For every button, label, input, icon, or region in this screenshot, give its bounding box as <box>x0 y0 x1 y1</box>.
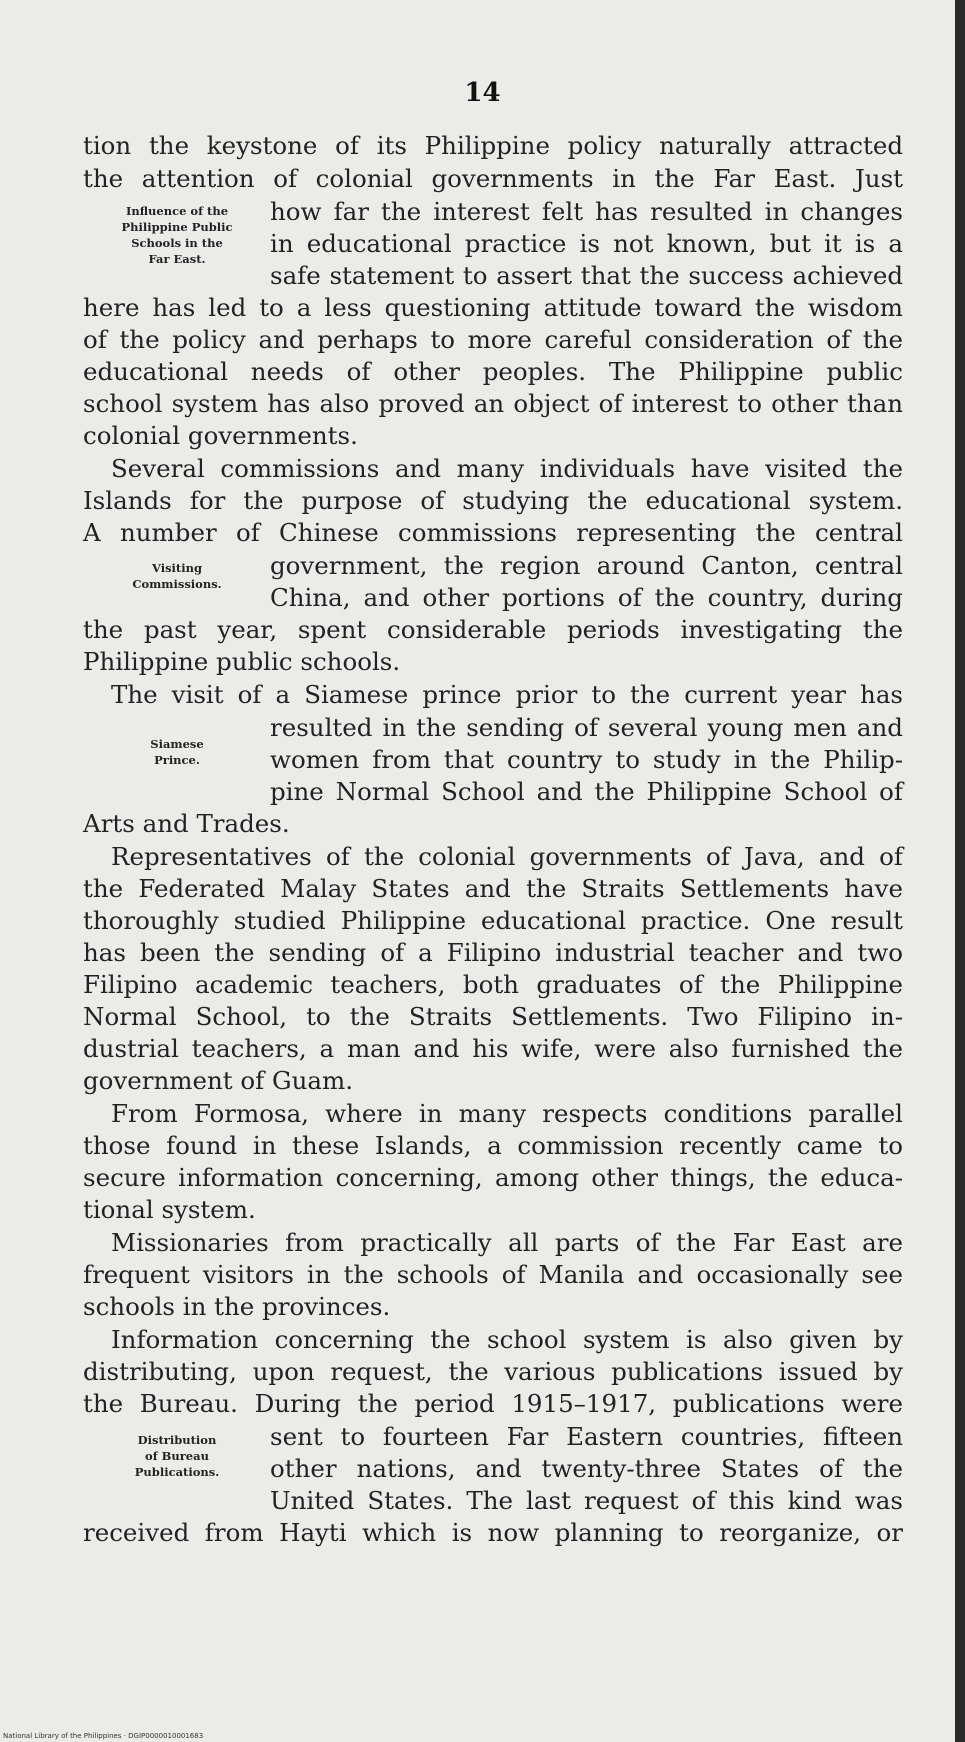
text-line: The visit of a Siamese prince prior to the current year has <box>111 680 903 709</box>
text-line: tion the keystone of its Philippine policy naturally attracted <box>83 131 903 160</box>
text-line: From Formosa, where in many respects conditions parallel <box>111 1099 903 1128</box>
scan-edge <box>955 0 965 1742</box>
text-line: Filipino academic teachers, both graduates of the Philippine <box>83 970 903 999</box>
text-line: frequent visitors in the schools of Manila and occasionally see <box>83 1260 903 1289</box>
text-line: Information concerning the school system is also given by <box>111 1325 903 1354</box>
side-note-line: Visiting <box>151 561 202 575</box>
text-line: women from that country to study in the Philip- <box>270 745 903 774</box>
text-line: schools in the provinces. <box>83 1292 391 1321</box>
text-line: Islands for the purpose of studying the educational system. <box>83 486 903 515</box>
side-note-distribution <box>92 1432 262 1480</box>
side-note-line: Siamese <box>150 737 204 751</box>
text-line: secure information concerning, among other things, the educa- <box>83 1163 903 1192</box>
side-note-line: Philippine Public <box>121 220 233 234</box>
side-note-line: Schools in the <box>131 236 223 250</box>
side-note-line: of Bureau <box>145 1449 209 1463</box>
text-line: Missionaries from practically all parts of the Far East are <box>111 1228 903 1257</box>
text-line: in educational practice is not known, but it is a <box>270 229 903 258</box>
text-line: thoroughly studied Philippine educational practice. One result <box>83 906 903 935</box>
text-line: Normal School, to the Straits Settlements. Two Filipino in- <box>83 1002 903 1031</box>
text-line: school system has also proved an object of interest to other than <box>83 389 903 418</box>
text-line: sent to fourteen Far Eastern countries, fifteen <box>270 1422 903 1451</box>
side-note-line: Commissions. <box>132 577 222 591</box>
text-line: colonial governments. <box>83 421 358 450</box>
side-note-line: Far East. <box>148 252 206 266</box>
text-line: how far the interest felt has resulted in changes <box>270 197 903 226</box>
text-line: received from Hayti which is now planning to reorganize, or <box>83 1518 903 1547</box>
text-line: tional system. <box>83 1195 256 1224</box>
text-line: pine Normal School and the Philippine School of <box>270 777 903 806</box>
side-note-line: Prince. <box>154 753 200 767</box>
side-note-visiting <box>92 560 262 592</box>
text-line: of the policy and perhaps to more careful consideration of the <box>83 325 903 354</box>
text-line: Arts and Trades. <box>83 809 290 838</box>
text-line: government of Guam. <box>83 1066 353 1095</box>
side-note-line: Distribution <box>137 1433 217 1447</box>
side-note-influence <box>92 203 262 267</box>
text-line: those found in these Islands, a commission recently came to <box>83 1131 903 1160</box>
text-line: here has led to a less questioning attitude toward the wisdom <box>83 293 903 322</box>
text-line: has been the sending of a Filipino industrial teacher and two <box>83 938 903 967</box>
text-line: the Bureau. During the period 1915–1917, publications were <box>83 1389 903 1418</box>
text-line: the past year, spent considerable periods investigating the <box>83 615 903 644</box>
side-note-line: Publications. <box>134 1465 220 1479</box>
text-line: Several commissions and many individuals have visited the <box>111 454 903 483</box>
text-line: distributing, upon request, the various publications issued by <box>83 1357 903 1386</box>
text-line: Representatives of the colonial governments of Java, and of <box>111 842 903 871</box>
page-number: 14 <box>464 78 501 108</box>
text-line: China, and other portions of the country, during <box>270 583 903 612</box>
text-line: Philippine public schools. <box>83 647 401 676</box>
text-line: the attention of colonial governments in the Far East. Just <box>83 164 903 193</box>
text-line: educational needs of other peoples. The Philippine public <box>83 357 903 386</box>
library-footer: National Library of the Philippines · DGIP0000010001683 <box>3 1732 204 1740</box>
side-note-line: Influence of the <box>125 204 229 218</box>
text-line: other nations, and twenty-three States of the <box>270 1454 903 1483</box>
text-line: government, the region around Canton, central <box>270 551 903 580</box>
text-line: the Federated Malay States and the Straits Settlements have <box>83 874 903 903</box>
text-line: resulted in the sending of several young men and <box>270 713 903 742</box>
text-line: dustrial teachers, a man and his wife, were also furnished the <box>83 1034 903 1063</box>
text-line: safe statement to assert that the success achieved <box>270 261 903 290</box>
text-line: United States. The last request of this kind was <box>270 1486 903 1515</box>
side-note-siamese <box>92 736 262 768</box>
text-line: A number of Chinese commissions representing the central <box>83 518 903 547</box>
